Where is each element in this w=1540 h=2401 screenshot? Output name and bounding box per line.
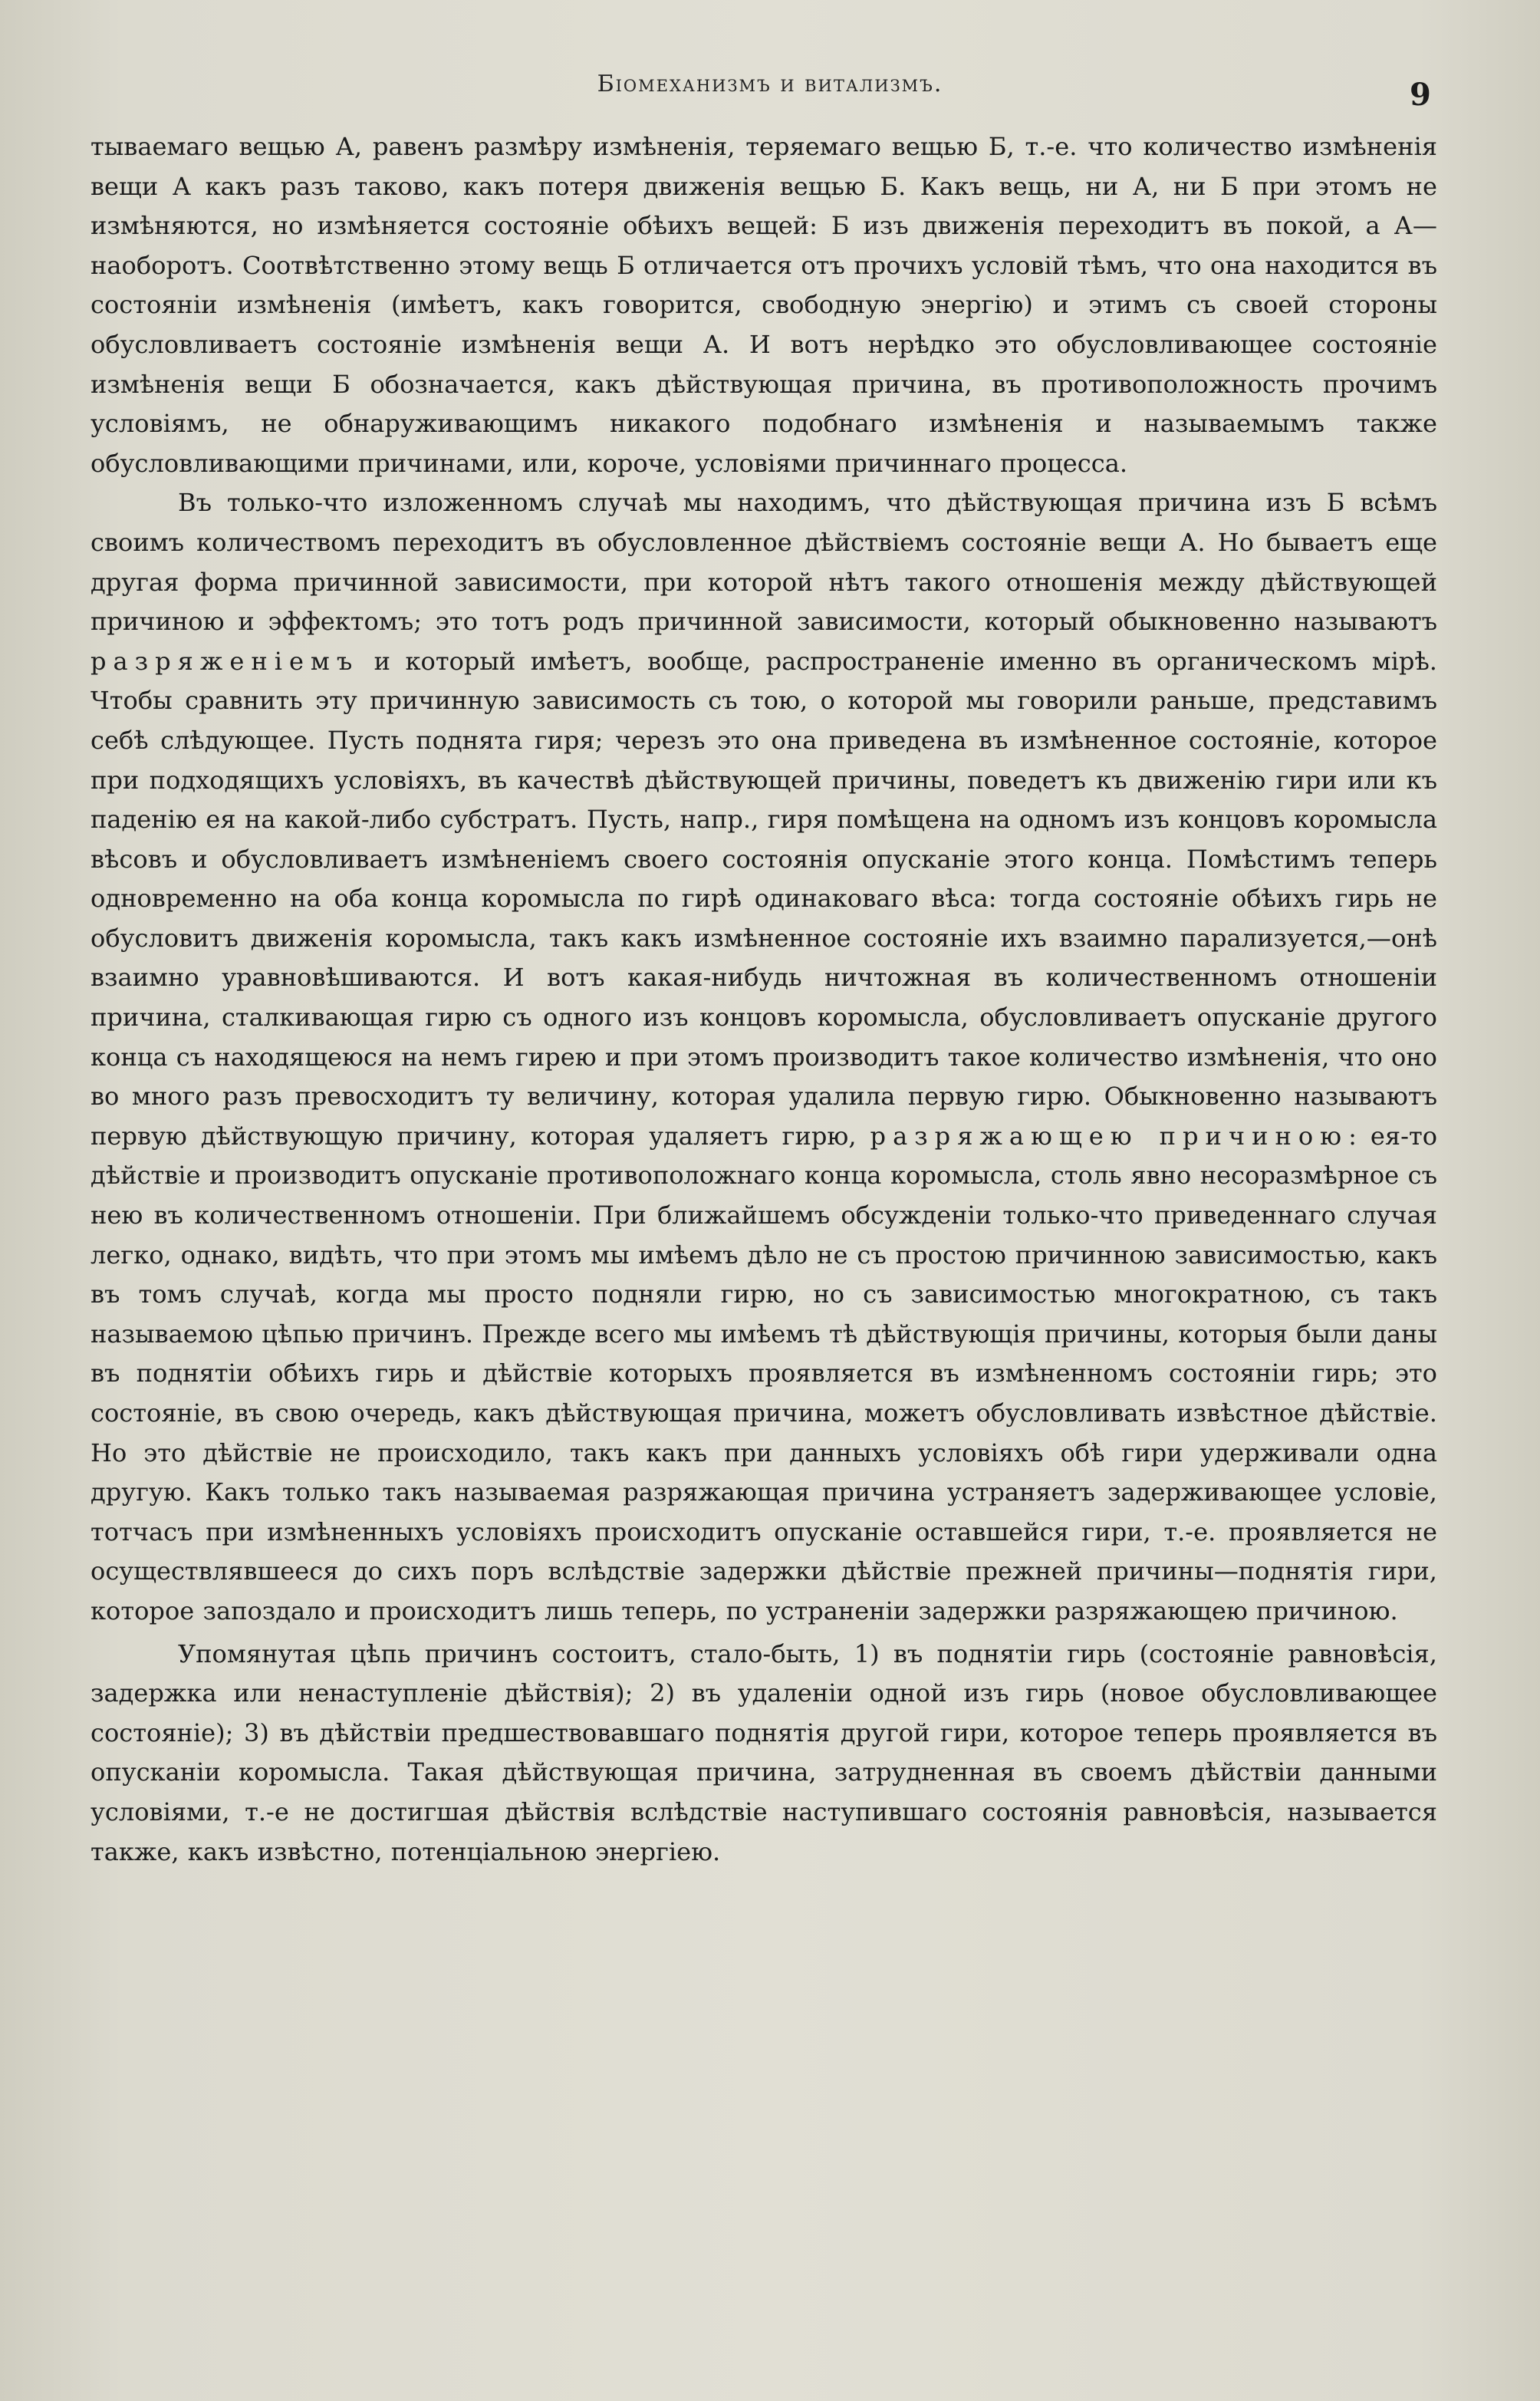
paragraph-2-text-b: и который имѣетъ, вообще, распространеніе именно въ органическомъ мірѣ. Чтобы сравнить эту причинную зависимость съ тою, о которой мы говорили раньше, представимъ себѣ слѣдующее. Пусть поднята гиря; черезъ это она приведена въ измѣненное состояніе, которое при подходящихъ условіяхъ, въ качествѣ дѣйствующей причины, поведетъ къ движенію гири или къ паденію ея на какой-либо субстратъ. Пусть, напр., гиря помѣщена на одномъ изъ концовъ коромысла вѣсовъ и обусловливаетъ измѣненіемъ своего состоянія опусканіе этого конца. Помѣстимъ теперь одновременно на оба конца коромысла по гирѣ одинаковаго вѣса: тогда состояніе обѣихъ гирь не обусловитъ движенія коромысла, такъ какъ измѣненное состояніе ихъ взаимно парализуется,—онѣ взаимно уравновѣшиваются. И вотъ какая-нибудь ничтожная въ количественномъ отношеніи причина, сталкивающая гирю съ одного изъ концовъ коромысла, обусловливаетъ опусканіе другого конца съ находящеюся на немъ гирею и при этомъ производитъ такое количество измѣненія, что оно во много разъ превосходитъ ту величину, которая удалила первую гирю. Обыкновенно называютъ первую дѣйствующую причину, которая удаляетъ гирю, (90, 646, 1437, 1151)
paragraph-2 (90, 483, 1437, 1631)
term-razryazhayushchaya-prichina: разряжающею причиною (870, 1121, 1349, 1151)
term-razryazhenie: разряженіемъ (90, 646, 360, 676)
page-number: 9 (1410, 77, 1431, 113)
body-text (90, 127, 1437, 1872)
paragraph-1 (90, 127, 1437, 483)
paragraph-2-text-a: Въ только-что изложенномъ случаѣ мы находимъ, что дѣйствующая причина изъ Б всѣмъ своимъ количествомъ переходитъ въ обусловленное дѣйствіемъ состояніе вещи А. Но бываетъ еще другая форма причинной зависимости, при которой нѣтъ такого отношенія между дѣйствующей причиною и эффектомъ; это тотъ родъ причинной зависимости, который обыкновенно называютъ (90, 488, 1437, 637)
running-title: Біомеханизмъ и витализмъ. (597, 71, 943, 97)
paragraph-3-text: Упомянутая цѣпь причинъ состоитъ, стало-быть, 1) въ поднятіи гирь (состояніе равновѣсія, задержка или ненаступленіе дѣйствія); 2) въ удаленіи одной изъ гирь (новое обусловливающее состояніе); 3) въ дѣйствіи предшествовавшаго поднятія другой гири, которое теперь проявляется въ опусканіи коромысла. Такая дѣйствующая причина, затрудненная въ своемъ дѣйствіи данными условіями, т.-е не достигшая дѣйствія вслѣдствіе наступившаго состоянія равновѣсія, называется также, какъ извѣстно, потенціальною энергіею. (90, 1639, 1437, 1866)
paragraph-3 (90, 1635, 1437, 1872)
paragraph-2-text-c: : ея-то дѣйствіе и производитъ опусканіе противоположнаго конца коромысла, столь явно несоразмѣрное съ нею въ количественномъ отношеніи. При ближайшемъ обсужденіи только-что приведеннаго случая легко, однако, видѣть, что при этомъ мы имѣемъ дѣло не съ простою причинною зависимостью, какъ въ томъ случаѣ, когда мы просто подняли гирю, но съ зависимостью многократною, съ такъ называемою цѣпью причинъ. Прежде всего мы имѣемъ тѣ дѣйствующія причины, которыя были даны въ поднятіи обѣихъ гирь и дѣйствіе которыхъ проявляется въ измѣненномъ состояніи гирь; это состояніе, въ свою очередь, какъ дѣйствующая причина, можетъ обусловливать извѣстное дѣйствіе. Но это дѣйствіе не происходило, такъ какъ при данныхъ условіяхъ обѣ гири удерживали одна другую. Какъ только такъ называемая разряжающая причина устраняетъ задерживающее условіе, тотчасъ при измѣненныхъ условіяхъ происходитъ опусканіе оставшейся гири, т.-е. проявляется не осуществлявшееся до сихъ поръ вслѣдствіе задержки дѣйствіе прежней причины—поднятія гири, которое запоздало и происходитъ лишь теперь, по устраненіи задержки разряжающею причиною. (90, 1121, 1438, 1625)
paragraph-1-text: тываемаго вещью А, равенъ размѣру измѣненія, теряемаго вещью Б, т.-е. что количество измѣненія вещи А какъ разъ таково, какъ потеря движенія вещью Б. Какъ вещь, ни А, ни Б при этомъ не измѣняются, но измѣняется состояніе обѣихъ вещей: Б изъ движенія переходитъ въ покой, а А—наоборотъ. Соотвѣтственно этому вещь Б отличается отъ прочихъ условій тѣмъ, что она находится въ состояніи измѣненія (имѣетъ, какъ говорится, свободную энергію) и этимъ съ своей стороны обусловливаетъ состояніе измѣненія вещи А. И вотъ нерѣдко это обусловливающее состояніе измѣненія вещи Б обозначается, какъ дѣйствующая причина, въ противоположность прочимъ условіямъ, не обнаруживающимъ никакого подобнаго измѣненія и называемымъ также обусловливающими причинами, или, короче, условіями причиннаго процесса. (90, 132, 1437, 478)
